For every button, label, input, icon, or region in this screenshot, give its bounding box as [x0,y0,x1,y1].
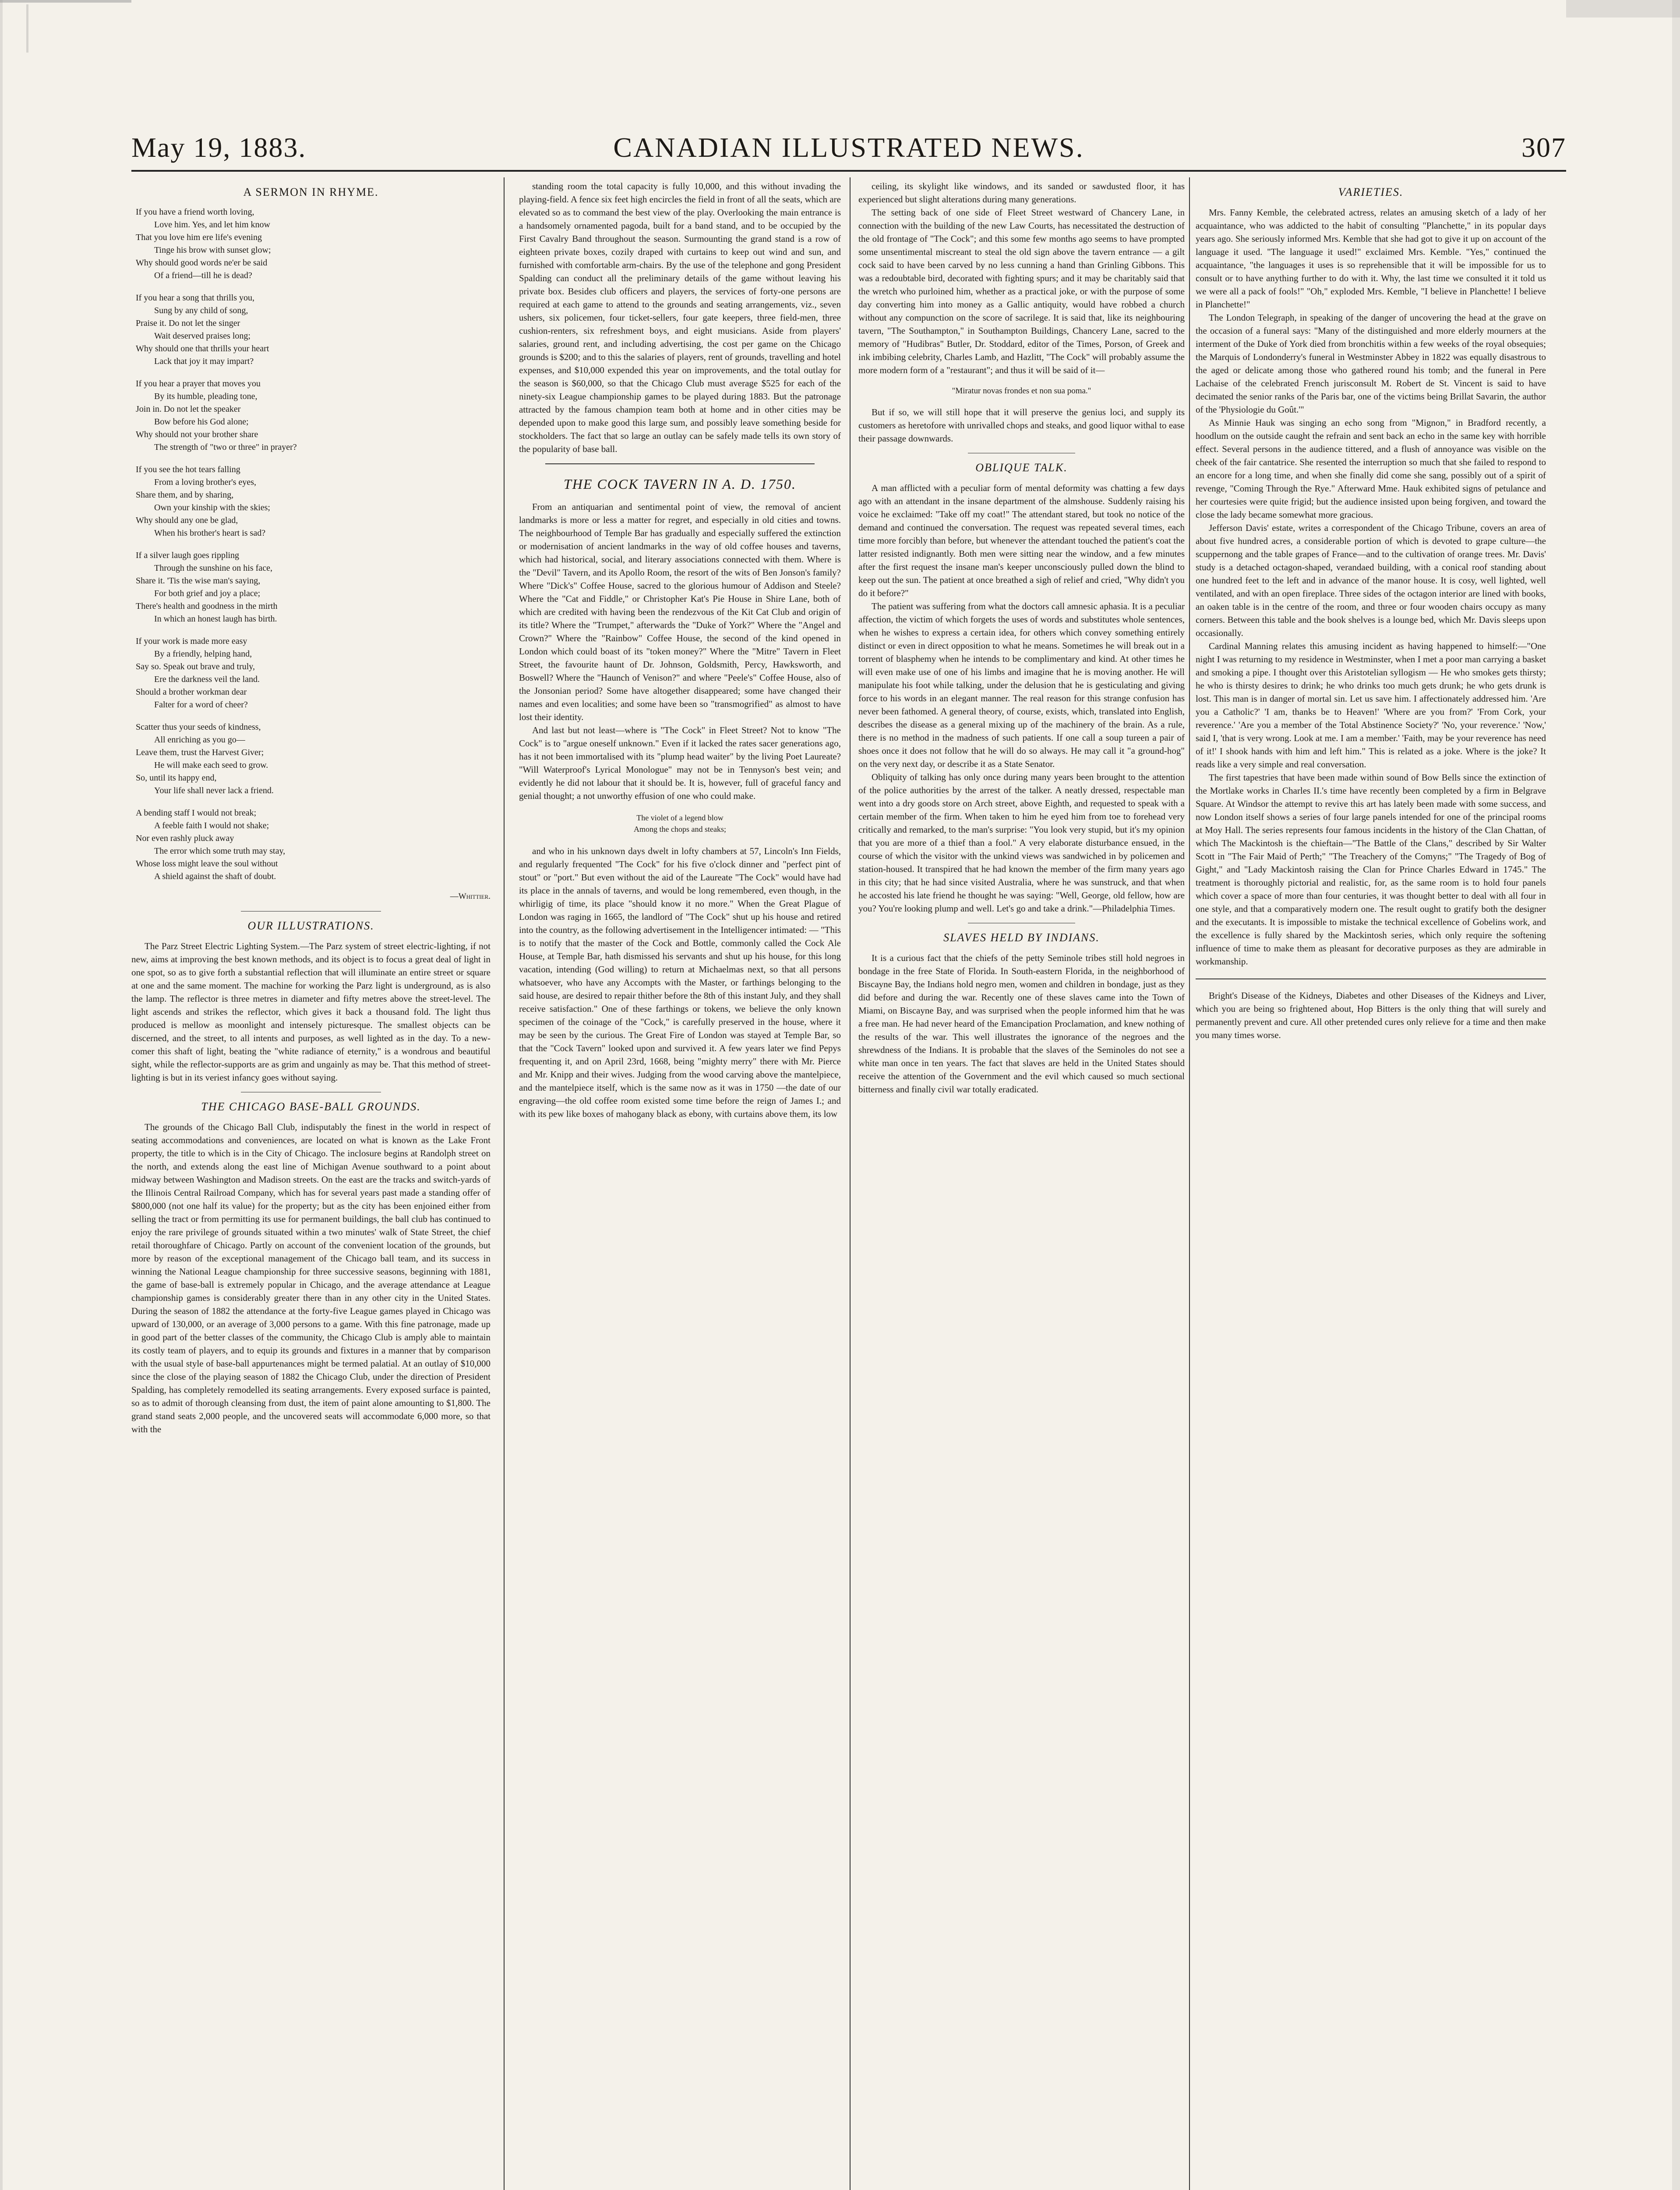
cock-tavern-closing [858,406,1185,445]
poem-stanza [136,463,491,540]
sermon-poem [136,206,491,883]
poem-stanza [136,635,491,711]
issue-date: May 19, 1883. [131,132,307,163]
poem-line: By a friendly, helping hand, [154,649,252,659]
varieties-article [1196,206,1546,968]
poem-line: Why should not your brother share [136,430,258,439]
cock-tavern-article-continued [519,844,841,1120]
poem-line: If you see the hot tears falling [136,465,240,474]
paragraph: The grounds of the Chicago Ball Club, indisputably the finest in the world in respect of seating accommodations and conveniences, are located on what is known as the Lake Front property, the title to which is in the City of Chicago. The inclosure begins at Randolph street on the north, and extends along the east line of Michigan Avenue southward to a point about midway between Washington and Madison streets. On the east are the tracks and switch-yards of the Illinois Central Railroad Company, which has for several years past made a standing offer of $800,000 (not one half its value) for the property; but as the city has been enjoined either from selling the tract or from permitting its use for permanent buildings, the ball club has continued to enjoy the rare privilege of grounds situated within a two minutes' walk of State Street, the chief retail thoroughfare of Chicago. Partly on account of the convenient location of the grounds, but more by reason of the exceptional management of the Chicago ball team, and its success in winning the National League championship for three successive seasons, beginning with 1881, the game of base-ball is extremely popular in Chicago, and the average attendance at League championship games is considerably greater there than in any other city in the United States. During the season of 1882 the attendance at the forty-five League games played in Chicago was upward of 130,000, or an average of 3,000 persons to a game. With this fine patronage, made up in good part of the better classes of the community, the Chicago Club is amply able to maintain its costly team of players, and to equip its grounds and fixtures in a manner that by comparison with the usual style of base-ball appurtenances might be termed palatial. At an outlay of $10,000 since the close of the playing season of 1882 the Chicago Club, under the direction of President Spalding, has completely remodelled its seating arrangements. Every exposed surface is painted, so as to admit of thorough cleansing from dust, the item of paint alone amounting to $1,800. The grand stand seats 2,000 people, and the uncovered seats will accommodate 6,000 more, so that with the [131,1122,491,1434]
poem-line: By its humble, pleading tone, [154,392,258,401]
poem-line: Of a friend—till he is dead? [154,271,252,280]
paragraph: And last but not least—where is "The Cock" in Fleet Street? Not to know "The Cock" is to "argue oneself unknown." Even if it lacked the rates sacer generations ago, has it not been immortalised with its "plump head waiter" by the living Poet Laureate? "Will Waterproof's Lyrical Monologue" may not be in Tennyson's best vein; and evidently he did not labour that it should be. It is, however, full of graceful fancy and genial thought; a not unworthy effusion of one who could make. [519,725,841,801]
paragraph: and who in his unknown days dwelt in lofty chambers at 57, Lincoln's Inn Fields, and regularly frequented "The Cock" for his five o'clock dinner and "perfect pint of stout" or "port." But even without the aid of the Laureate "The Cock" would have had its place in the annals of taverns, and would be long remembered, even though, in the whirligig of time, its place "should know it no more." When the Great Plague of London was raging in 1665, the landlord of "The Cock" shut up his house and retired into the country, as the following advertisement in the Intelligencer intimated: — "This is to notify that the master of the Cock and Bottle, commonly called the Cock Ale House, at Temple Bar, hath dismissed his servants and shut up his house, for this long vacation, intending (God willing) to return at Michaelmas next, so that all persons whatsoever, who have any Accompts with the Master, or farthings belonging to the said house, are desired to repair thither before the 8th of this instant July, and they shall receive satisfaction." One of these farthings or tokens, we believe the only known specimen of the coinage of the "Cock," is carefully preserved in the house, where it may be seen by the curious. The Great Fire of London was stayed at Temple Bar, so that the "Cock Tavern" looked upon and survived it. A few years later we find Pepys frequenting it, and on April 23rd, 1668, being "mighty merry" there with Mr. Pierce and Mr. Knipp and their wives. Judging from the wood carving above the mantelpiece, and the mantelpiece itself, which is the same now as it was in 1750 —the date of our engraving—the old coffee room existed some time before the reign of James I.; and with its pew like boxes of mahogany black as ebony, with curtains above them, its low [519,846,841,1119]
poem-line: Share them, and by sharing, [136,490,234,500]
paragraph: Jefferson Davis' estate, writes a correspondent of the Chicago Tribune, covers an area of about five hundred acres, a considerable portion of which is devoted to grape culture—the scuppernong and the table grapes of France—and to the cultivation of orange trees. Mr. Davis' study is a detached octagon-shaped, verandaed building, with a conical roof standing about one hundred feet to the left and in advance of the manor house. It is cosy, well lighted, well ventilated, and with an open fireplace. Three sides of the octagon interior are lined with books, an oaken table is in the centre of the room, and three or four wooden chairs occupy as many corners. Between this table and the book shelves is a lounge bed, which Mr. Davis sleeps upon occasionally. [1196,523,1546,638]
poem-line: In which an honest laugh has birth. [154,614,277,624]
column-3 [858,180,1185,2190]
chicago-title: THE CHICAGO BASE-BALL GROUNDS. [201,1100,421,1113]
varieties-title: VARIETIES. [1338,186,1404,198]
poem-line: Why should one that thrills your heart [136,344,269,353]
poem-line: If your work is made more easy [136,636,247,646]
poem-line: So, until its happy end, [136,773,217,783]
quote-line: Among the chops and steaks; [634,825,726,834]
poem-attribution: —Whittier. [450,892,491,901]
poem-line: From a loving brother's eyes, [154,477,257,487]
paragraph: Obliquity of talking has only once during many years been brought to the attention of the police authorities by the arrest of the talker. A neatly dressed, respectable man went into a dry goods store on Arch street, above Eighth, and requested to speak with a certain member of the firm. When taken to him he eyed him from toe to forehead very critically and remarked, to the man's surprise: "You look very stupid, but it's my opinion that you are more of a thief than a fool." A very elaborate disturbance ensued, in the course of which the visitor with the unkind views was sandwiched in by policemen and station-housed. It transpired that he had known the member of the firm many years ago in this city; that he had since visited Australia, where he was sunstruck, and that when he accosted his late friend he thought he was saying: "Well, George, old fellow, how are you? You're looking plump and well. Let's go and take a drink."—Philadelphia Times. [858,772,1185,914]
poem-line: Ere the darkness veil the land. [154,675,260,684]
cock-tavern-article-end [858,180,1185,377]
scan-mark-top-left [0,0,131,3]
paragraph: The patient was suffering from what the doctors call amnesic aphasia. It is a peculiar affection, the victim of which forgets the uses of words and substitutes whole sentences, when he wishes to express a certain idea, for others which convey something entirely distinct or even in direct opposition to what he means. Sometimes he will break out in a torrent of blasphemy when he intends to be complimentary and kind. At other times he will even make use of one of his limbs and imagine that he is moving another. He will manipulate his foot while talking, under the delusion that he is gesticulating and giving force to his words in an elegant manner. The real reason for this strange confusion has never been fathomed. A general theory, of course, exists, which, translated into English, describes the disease as a general mixing up of the machinery of the brain. As a rule, there is no method in the madness of such patients. If one call a soup tureen a pair of shoes once it does not follow that he will do so always. He may call it "a ground-hog" on the very next day, or describe it as a State Senator. [858,601,1185,769]
divider [545,463,815,464]
page-number: 307 [1521,132,1566,163]
paragraph: The Parz Street Electric Lighting System.—The Parz system of street electric-lighting, if not new, aims at improving the best known methods, and its object is to focus a great deal of light in one spot, so as to give forth a substantial reflection that will illuminate an entire street or square at one and the same moment. The machine for working the Parz light is underground, as is also the lamp. The reflector is three metres in diameter and fifty metres above the street-level. The light ascends and strikes the reflector, which gives it back a thousand fold. The light thus produced is mellow as moonlight and intensely picturesque. The smallest objects can be discerned, and the street, to all intents and purposes, as well lighted as in the day. To a new-comer this shaft of light, beating the "white radiance of eternity," is a wondrous and beautiful sight, while the reflector-supports are as grim and ungainly as may be. That this method of street-lighting is but in its veriest infancy goes without saying. [131,941,491,1083]
poem-line: That you love him ere life's evening [136,233,262,242]
poem-stanza [136,292,491,368]
poem-line: Tinge his brow with sunset glow; [154,245,271,255]
paragraph: From an antiquarian and sentimental point of view, the removal of ancient landmarks is more or less a matter for regret, and especially in old cities and towns. The neighbourhood of Temple Bar has gradually and especially suffered the extinction or modernisation of ancient landmarks in the way of old coffee houses and taverns, which had historical, social, and literary associations connected with them. Where is the "Devil" Tavern, and its Apollo Room, the resort of the wits of Ben Jonson's family? Where "Dick's" Coffee House, sacred to the glorious humour of Addison and Steele? Where the "Cat and Fiddle," or Christopher Kat's Pie House in Shire Lane, both of which are credited with having been the rendezvous of the Kit Cat Club and origin of its title? Where the "Trumpet," afterwards the "Duke of York?" Where the "Angel and Crown?" Where the "Rainbow" Coffee House, the second of the kind opened in London which could boast of its "token money?" Where the "Mitre" Tavern in Fleet Street, the favourite haunt of Dr. Johnson, Goldsmith, Percy, Hawksworth, and Boswell? Where the "Haunch of Venison?" and where "Peele's" Coffee House, also of the Jonsonian period? Some have altogether disappeared; some have changed their names and even localities; and some have been so "transmogrified" as almost to have lost their identity. [519,502,841,722]
paragraph: A man afflicted with a peculiar form of mental deformity was chatting a few days ago with an attendant in the insane department of the almshouse. Suddenly raising his voice he exclaimed: "Take off my coat!" The attendant stared, but took no notice of the demand and continued the conversation. The request was repeated several times, each time more forcibly than before, but whenever the attendant touched the patient's coat the latter resisted indignantly. Both men were sitting near the window, and a few minutes after the first request the insane man's keeper unconsciously pulled down the blind to keep out the sun. The patient at once breathed a sigh of relief and cried, "Why didn't you do it before?" [858,483,1185,598]
poem-line: Scatter thus your seeds of kindness, [136,722,261,732]
paragraph: It is a curious fact that the chiefs of the petty Seminole tribes still hold negroes in bondage in the free State of Florida. In South-eastern Florida, in the neighborhood of Biscayne Bay, the Indians hold negro men, women and children in bondage, just as they did before and during the war. Recently one of these slaves came into the Town of Miami, on Biscayne Bay, and was surprised when the people informed him that he was a free man. He had never heard of the Emancipation Proclamation, and knew nothing of the results of the war. This well illustrates the ignorance of the negroes and the shrewdness of the Indians. It is probable that the slaves of the Seminoles do not see a white man once in ten years. The fact that slaves are held in the United States should receive the attention of the Government and the evil which caused so much sectional bitterness and finally civil war totally eradicated. [858,953,1185,1095]
poem-line: Own your kinship with the skies; [154,503,270,512]
poem-line: He will make each seed to grow. [154,760,268,770]
poem-line: A feeble faith I would not shake; [154,821,269,830]
poem-line: Wait deserved praises long; [154,331,251,341]
poem-line: Why should good words ne'er be said [136,258,268,268]
poem-line: Should a brother workman dear [136,687,247,697]
sermon-title: A SERMON IN RHYME. [243,186,379,198]
running-head [131,131,1566,171]
scan-edge-left [0,0,3,2190]
illustrations-title: OUR ILLUSTRATIONS. [247,919,374,932]
poem-line: Love him. Yes, and let him know [154,220,270,230]
paragraph: As Minnie Hauk was singing an echo song from "Mignon," in Bradford recently, a hoodlum on the outside caught the refrain and sent back an echo in the same key with horrible effect. Several persons in the audience tittered, and a flush of annoyance was visible on the cheek of the fair cantatrice. She resented the interruption so much that she failed to respond to an encore for a long time, and when she finally did come she sang, possibly out of a spirit of revenge, "Coming Through the Rye." Afterward Mme. Hauk exhibited signs of petulance and her courtesies were quite frigid; but the audience insisted upon being forgiven, and toward the close the lady became somewhat more gracious. [1196,417,1546,520]
slaves-article [858,951,1185,1096]
column-1 [131,180,491,2190]
poem-line: When his brother's heart is sad? [154,528,266,538]
oblique-talk-article [858,481,1185,915]
poem-line: Your life shall never lack a friend. [154,786,274,795]
poem-stanza [136,378,491,454]
poem-line: There's health and goodness in the mirth [136,601,278,611]
paragraph: The first tapestries that have been made within sound of Bow Bells since the extinction of the Mortlake works in Charles II.'s time have recently been completed by a firm in Belgrave Square. At Windsor the attempt to revive this art has lately been made with some success, and now London itself shows a series of four large panels intended for one of the principal rooms at Moy Hall. The series represents four famous incidents in the history of the Clan Chattan, of which The Mackintosh is the chieftain—"The Battle of the Clans," described by Sir Walter Scott in "The Fair Maid of Perth;" "The Treachery of the Comyns;" "The Tragedy of Bog of Gight," and "Lady Mackintosh raising the Clan for Prince Charles Edward in 1745." The treatment is thoroughly pictorial and realistic, for, as the same room is to hold four panels which cover a space of more than four centuries, it was thought better to deal with all four in one style, and that a comparatively modern one. The result ought to gratify both the designer and the executants. It is impossible to mistake the technical excellence of Gobelins work, and the excellence is fully shared by the Mackintosh series, which only require the softening influence of time to make them as pleasant for decorative purposes as they are admirable in workmanship. [1196,772,1546,967]
poem-line: A shield against the shaft of doubt. [154,872,276,881]
poem-stanza [136,807,491,883]
paragraph: The setting back of one side of Fleet Street westward of Chancery Lane, in connection with the building of the new Law Courts, has necessitated the destruction of the old frontage of "The Cock"; and this some few months ago seems to have prompted some unsentimental miscreant to steal the old sign above the tavern entrance — a gilt cock said to have been carved by no less cunning a hand than Grinling Gibbons. This was a redoubtable bird, decorated with fighting spurs; and it may be charitably said that the wretch who purloined him, whether as a practical joke, or with the purpose of some day converting him into money as a Gallic antiquity, would have robbed a church without any compunction on the score of sacrilege. It is said that, like its neighbouring tavern, "The Southampton," in Southampton Buildings, Chancery Lane, sacred to the memory of "Hudibras" Butler, Dr. Stoddard, editor of the Times, Porson, of Greek and ink imbibing celebrity, Charles Lamb, and Hazlitt, "The Cock" will probably assume the more modern form of a "restaurant"; and thus it will be said of it— [858,207,1185,375]
poem-line: If you hear a prayer that moves you [136,379,261,389]
poem-line: Join in. Do not let the speaker [136,404,241,414]
poem-line: Nor even rashly pluck away [136,834,234,843]
chicago-article [131,1120,491,1436]
poem-stanza [136,206,491,282]
quote-line: The violet of a legend blow [636,813,724,822]
poem-line: All enriching as you go— [154,735,245,745]
poem-line: Lack that joy it may impart? [154,357,254,366]
scan-mark-top-left-tick [26,4,28,53]
scan-mark-top-right [1566,0,1680,18]
cock-tavern-title: THE COCK TAVERN IN A. D. 1750. [563,476,797,492]
slaves-title: SLAVES HELD BY INDIANS. [943,931,1100,944]
poem-line: If a silver laugh goes rippling [136,551,240,560]
poem-line: Through the sunshine on his face, [154,563,272,573]
paragraph: ceiling, its skylight like windows, and its sanded or sawdusted floor, it has experienced but slight alterations during many generations. [858,181,1185,205]
advert-text: Bright's Disease of the Kidneys, Diabetes and other Diseases of the Kidneys and Liver, which you are being so frightened about, Hop Bitters is the only thing that will surely and permanently prevent and cure. All other pretended cures only relieve for a time and then make you many times worse. [1196,990,1546,1040]
advert-box [1196,978,1546,1042]
paragraph: Mrs. Fanny Kemble, the celebrated actress, relates an amusing sketch of a lady of her acquaintance, who was addicted to the habit of consulting "Planchette," in its popular days years ago. She seriously informed Mrs. Kemble that she had got to give it up on account of the language it used. "The language it used!" exclaimed Mrs. Kemble. "Yes," continued the acquaintance, "the languages it uses is so reprehensible that it will be impossible for us to consult or to have anything further to do with it. Why, the last time we consulted it it told us we were all a pack of fools!" "Oh," exploded Mrs. Kemble, "I believe in Planchette! I believe in Planchette!" [1196,207,1546,310]
column-rule [850,177,851,2190]
poem-line: Falter for a word of cheer? [154,700,248,710]
poem-line: If you have a friend worth loving, [136,207,254,217]
column-rule [1189,177,1190,2190]
poem-line: Leave them, trust the Harvest Giver; [136,748,264,757]
paragraph: The London Telegraph, in speaking of the danger of uncovering the head at the grave on the occasion of a funeral says: "Many of the distinguished and more elderly mourners at the interment of the Duke of York died from bronchitis within a few weeks of the royal obsequies; the Marquis of Londonderry's funeral in Westminster Abbey in 1822 was equally disastrous to the aged or delicate among those who gathered round his tomb; and the funeral in Pere Lachaise of the celebrated French jurisconsult M. Robert de St. Vincent is said to have decimated the senior ranks of the Paris bar, one of the victims being Brillat Savarin, the author of the 'Physiologie du Goût.'" [1196,312,1546,415]
poem-line: A bending staff I would not break; [136,808,257,818]
latin-quote: "Miratur novas frondes et non sua poma." [952,386,1091,396]
column-4 [1196,180,1546,2190]
header-rule [131,170,1566,172]
tennyson-quote [519,812,841,835]
poem-line: Why should any one be glad, [136,516,238,525]
cock-tavern-article [519,500,841,802]
poem-line: The error which some truth may stay, [154,846,286,856]
chicago-article-continued [519,180,841,456]
column-rule [504,177,505,2190]
paragraph: standing room the total capacity is fully 10,000, and this without invading the playing-field. A fence six feet high encircles the field in front of all the seats, which are elevated so as to command the best view of the play. Overlooking the main entrance is a handsomely ornamented pagoda, built for a band stand, and to be occupied by the First Cavalry Band throughout the season. Surmounting the grand stand is a row of eighteen private boxes, cozily draped with curtains to keep out wind and sun, and furnished with comfortable arm-chairs. By the use of the telephone and gong President Spalding can conduct all the preliminary details of the game without leaving his private box. Besides club officers and players, the services of forty-one persons are required at each game to attend to the grounds and seating arrangements, viz., seven ushers, six policemen, four ticket-sellers, four gate keepers, three field-men, three cushion-renters, six refreshment boys, and eight musicians. Aside from players' salaries, ground rent, and including advertising, the cost per game on the Chicago grounds is $200; and to this the salaries of players, rent of grounds, travelling and hotel expenses, and $10,000 expended this year on improvements, and the total outlay for the season is $60,000, so that the Chicago Club must average $525 for each of the ninety-six League championship games to be played during 1883. But the patronage attracted by the famous champion team both at home and in other cities may be depended upon to make good this large sum, and possibly leave something beside for stockholders. The fact that so large an outlay can be safely made tells its own story of the popularity of base ball. [519,181,841,454]
poem-line: Say so. Speak out brave and truly, [136,662,255,671]
poem-line: For both grief and joy a place; [154,589,261,598]
scan-edge-right [1672,0,1680,2190]
poem-line: If you hear a song that thrills you, [136,293,255,303]
illustrations-article [131,940,491,1084]
poem-stanza [136,721,491,797]
paragraph: Cardinal Manning relates this amusing incident as having happened to himself:—"One night I was returning to my residence in Westminster, when I met a poor man carrying a basket and smoking a pipe. I thought over this Aristotelian syllogism — He who smokes gets thirsty; he who is thirsty desires to drink; he who drinks too much gets drunk; he who gets drunk is lost. This man is in danger of mortal sin. Let us save him. I affectionately addressed him. 'Are you a Catholic?' 'I am, thanks be to Heaven!' 'Where are you from?' 'From Cork, your reverence.' 'Are you a member of the Total Abstinence Society?' 'No, your reverence.' 'Now,' said I, 'that is very wrong. Look at me. I am a member.' 'Faith, may be your reverence has need of it!' I shook hands with him and left him." This is related as a joke. Where is the joke? It reads like a very simple and real conversation. [1196,641,1546,770]
poem-line: The strength of "two or three" in prayer? [154,442,297,452]
poem-line: Whose loss might leave the soul without [136,859,278,869]
poem-line: Praise it. Do not let the singer [136,318,240,328]
paragraph: But if so, we will still hope that it will preserve the genius loci, and supply its customers as heretofore with unrivalled chops and steaks, and good liquor withal to ease their passage downwards. [858,407,1185,444]
column-2 [519,180,841,2190]
poem-stanza [136,549,491,625]
poem-line: Sung by any child of song, [154,306,248,315]
masthead-title: CANADIAN ILLUSTRATED NEWS. [613,132,1084,163]
poem-line: Share it. 'Tis the wise man's saying, [136,576,261,586]
oblique-talk-title: OBLIQUE TALK. [975,461,1068,474]
poem-line: Bow before his God alone; [154,417,249,427]
